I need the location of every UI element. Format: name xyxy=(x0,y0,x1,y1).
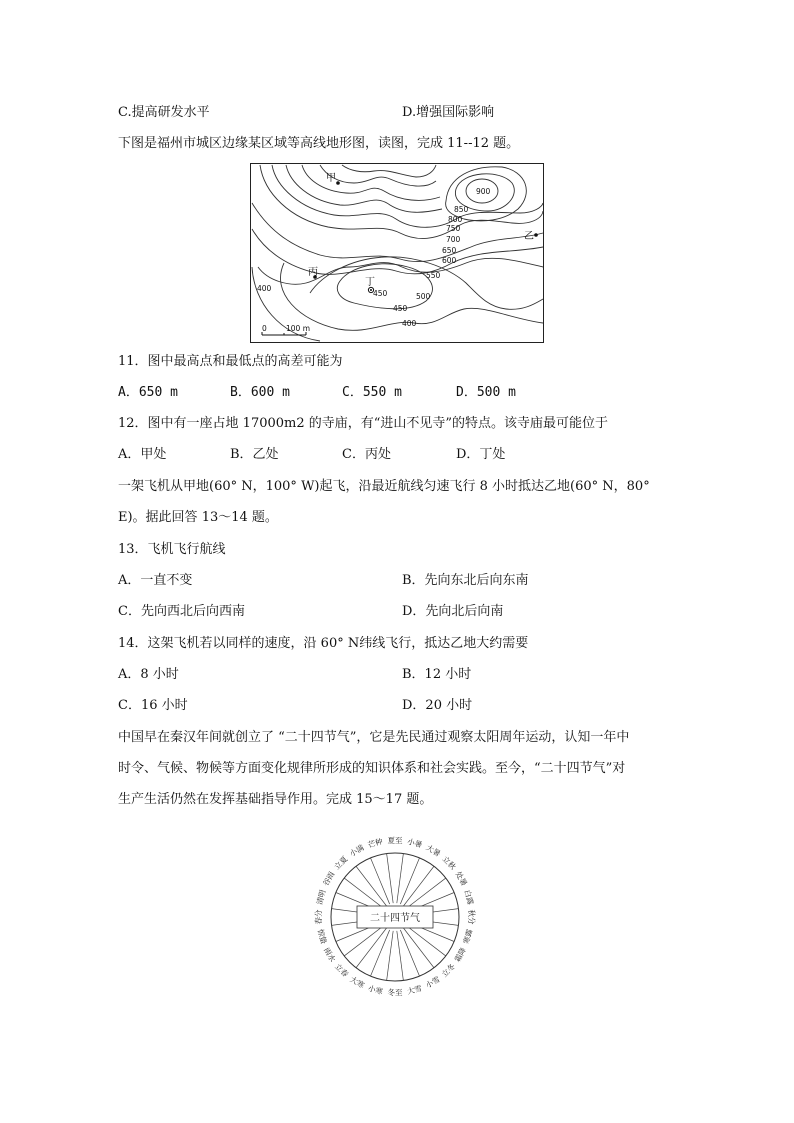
solar-term-label: 大雪 xyxy=(406,983,423,997)
contour-map-frame xyxy=(251,164,544,343)
contour-label-450-inner: 450 xyxy=(373,289,388,298)
q14-stem: 14．这架飞机若以同样的速度，沿 60° N纬线飞行，抵达乙地大约需要 xyxy=(118,636,529,651)
solar-term-label: 大寒 xyxy=(348,974,366,991)
q13-option-a: A．一直不变 xyxy=(118,573,193,588)
intro-15-17-line2: 时令、气候、物候等方面变化规律所形成的知识体系和社会实践。至今，“二十四节气”对 xyxy=(118,761,626,776)
q13-option-c: C．先向西北后向西南 xyxy=(118,604,245,619)
q14-option-b: B．12 小时 xyxy=(402,667,472,682)
contour-label-600: 600 xyxy=(442,256,457,265)
scale-zero: 0 xyxy=(262,324,267,333)
solar-term-label: 春分 xyxy=(314,909,323,925)
wheel-spoke xyxy=(397,854,404,904)
q14-option-c: C．16 小时 xyxy=(118,698,188,713)
center-label: 二十四节气 xyxy=(370,913,420,924)
contour-label-550: 550 xyxy=(426,271,441,280)
contour-label-700: 700 xyxy=(446,235,461,244)
contour-label-900: 900 xyxy=(476,187,491,196)
q13-option-d: D．先向北后向南 xyxy=(402,604,504,619)
solar-term-label: 雨水 xyxy=(321,946,338,964)
solar-term-label: 立秋 xyxy=(440,854,458,872)
solar-term-label: 寒露 xyxy=(461,928,475,945)
point-jia-marker xyxy=(336,181,340,185)
solar-term-label: 秋分 xyxy=(467,909,476,925)
q12-stem: 12．图中有一座占地 17000m2 的寺庙，有“进山不见寺”的特点。该寺庙最可能位于 xyxy=(118,416,609,431)
solar-term-label: 小暑 xyxy=(406,836,424,850)
solar-term-label: 立冬 xyxy=(439,961,457,979)
solar-term-label: 大暑 xyxy=(424,843,442,859)
contour-label-800: 800 xyxy=(448,215,463,224)
solar-term-label: 清明 xyxy=(314,888,328,906)
solar-term-label: 小寒 xyxy=(367,983,384,997)
q12-option-d: D．丁处 xyxy=(456,447,506,462)
q14-option-a: A．8 小时 xyxy=(118,667,179,682)
solar-term-label: 白露 xyxy=(462,888,476,906)
solar-term-label: 惊蛰 xyxy=(315,928,329,945)
q10-option-d: D.增强国际影响 xyxy=(402,105,495,120)
contour-label-400-bottom: 400 xyxy=(402,319,417,328)
intro-13-14-line1: 一架飞机从甲地(60° N，100° W)起飞，沿最近航线匀速飞行 8 小时抵达乙地(60° N，80° xyxy=(118,479,650,494)
intro-13-14-line2: E)。据此回答 13～14 题。 xyxy=(118,510,278,525)
contour-label-450: 450 xyxy=(393,304,408,313)
contour-label-500: 500 xyxy=(416,292,431,301)
contour-label-750: 750 xyxy=(446,224,461,233)
q12-option-b: B．乙处 xyxy=(230,447,279,462)
q10-option-c: C.提高研发水平 xyxy=(118,105,210,120)
q13-stem: 13．飞机飞行航线 xyxy=(118,542,226,557)
q13-option-b: B．先向东北后向东南 xyxy=(402,573,529,588)
solar-term-label: 小雪 xyxy=(424,974,442,991)
solar-term-label: 立春 xyxy=(333,961,351,979)
wheel-spoke xyxy=(397,931,404,981)
solar-terms-wheel xyxy=(300,822,490,1012)
q11-stem: 11．图中最高点和最低点的高差可能为 xyxy=(118,354,343,369)
q11-option-d: D．500 m xyxy=(456,385,516,400)
label-jia: 甲 xyxy=(326,173,336,184)
intro-11-12: 下图是福州市城区边缘某区域等高线地形图，读图，完成 11--12 题。 xyxy=(118,136,520,151)
point-yi-marker xyxy=(534,233,538,237)
wheel-spoke xyxy=(387,931,394,981)
solar-term-label: 夏至 xyxy=(387,836,403,845)
q12-option-c: C．丙处 xyxy=(342,447,391,462)
intro-15-17-line1: 中国早在秦汉年间就创立了 “二十四节气”，它是先民通过观察太阳周年运动，认知一年中 xyxy=(118,730,630,745)
solar-term-label: 立夏 xyxy=(332,854,350,872)
label-ding: 丁 xyxy=(365,277,375,288)
q11-option-c: C．550 m xyxy=(342,385,402,400)
intro-15-17-line3: 生产生活仍然在发挥基础指导作用。完成 15～17 题。 xyxy=(118,792,433,807)
solar-term-label: 谷雨 xyxy=(321,870,337,888)
label-yi: 乙 xyxy=(524,231,534,242)
q11-option-a: A．650 m xyxy=(118,385,178,400)
q11-option-b: B．600 m xyxy=(230,385,290,400)
contour-label-850: 850 xyxy=(454,205,469,214)
contour-label-650: 650 xyxy=(442,246,457,255)
solar-term-label: 小满 xyxy=(348,843,366,859)
contour-label-400-left: 400 xyxy=(257,284,272,293)
solar-term-label: 冬至 xyxy=(387,988,403,997)
q12-option-a: A．甲处 xyxy=(118,447,167,462)
solar-term-label: 芒种 xyxy=(366,836,384,850)
wheel-spoke xyxy=(387,854,394,904)
label-bing: 丙 xyxy=(308,267,318,278)
q14-option-d: D．20 小时 xyxy=(402,698,473,713)
contour-map xyxy=(250,163,544,343)
solar-term-label: 霜降 xyxy=(452,946,469,964)
scale-distance: 100 m xyxy=(286,324,311,333)
solar-term-label: 处暑 xyxy=(453,870,469,888)
